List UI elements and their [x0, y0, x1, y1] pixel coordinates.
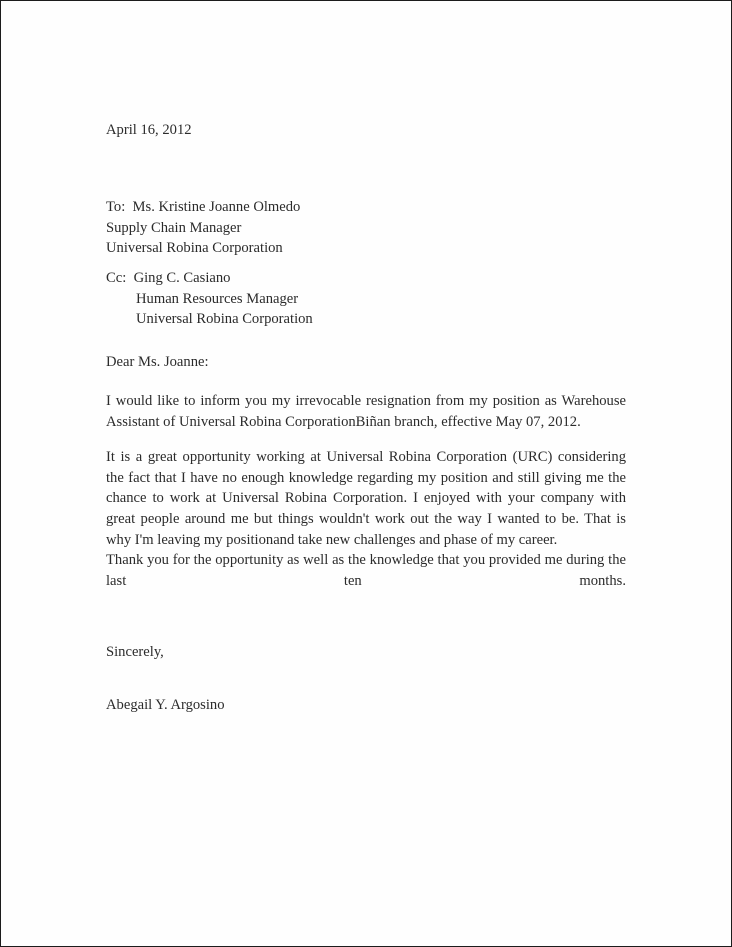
letter-paragraph-2: It is a great opportunity working at Universal Robina Corporation (URC) considering the fact that I have no enough knowledge regarding my position and still giving me the chance to work at Universal Robina Corporation. I enjoyed with your company with great people around me but things wouldn't work out the way I wanted to be. That is why I'm leaving my positionand take new challenges and phase of my career. — [106, 449, 626, 548]
letter-paragraph-3: Thank you for the opportunity as well as the knowledge that you provided me during the last ten months. — [106, 552, 626, 589]
recipient-company: Universal Robina Corporation — [106, 240, 283, 257]
cc-line: Cc: Ging C. Casiano — [106, 270, 231, 286]
recipient-to-line: To: Ms. Kristine Joanne Olmedo — [106, 199, 301, 215]
letter-closing: Sincerely, — [106, 644, 164, 660]
signature-name: Abegail Y. Argosino — [106, 697, 225, 713]
letter-paragraph-1: I would like to inform you my irrevocable resignation from my position as Warehouse Assistant of Universal Robina CorporationBiñan branch, effective May 07, 2012. — [106, 393, 626, 430]
cc-title: Human Resources Manager — [136, 290, 299, 307]
letter-salutation: Dear Ms. Joanne: — [106, 354, 209, 370]
cc-company: Universal Robina Corporation — [136, 311, 313, 328]
recipient-title: Supply Chain Manager — [106, 219, 242, 236]
carbon-copy-block — [106, 268, 313, 330]
recipient-address-block — [106, 197, 300, 259]
letter-date: April 16, 2012 — [106, 122, 192, 138]
